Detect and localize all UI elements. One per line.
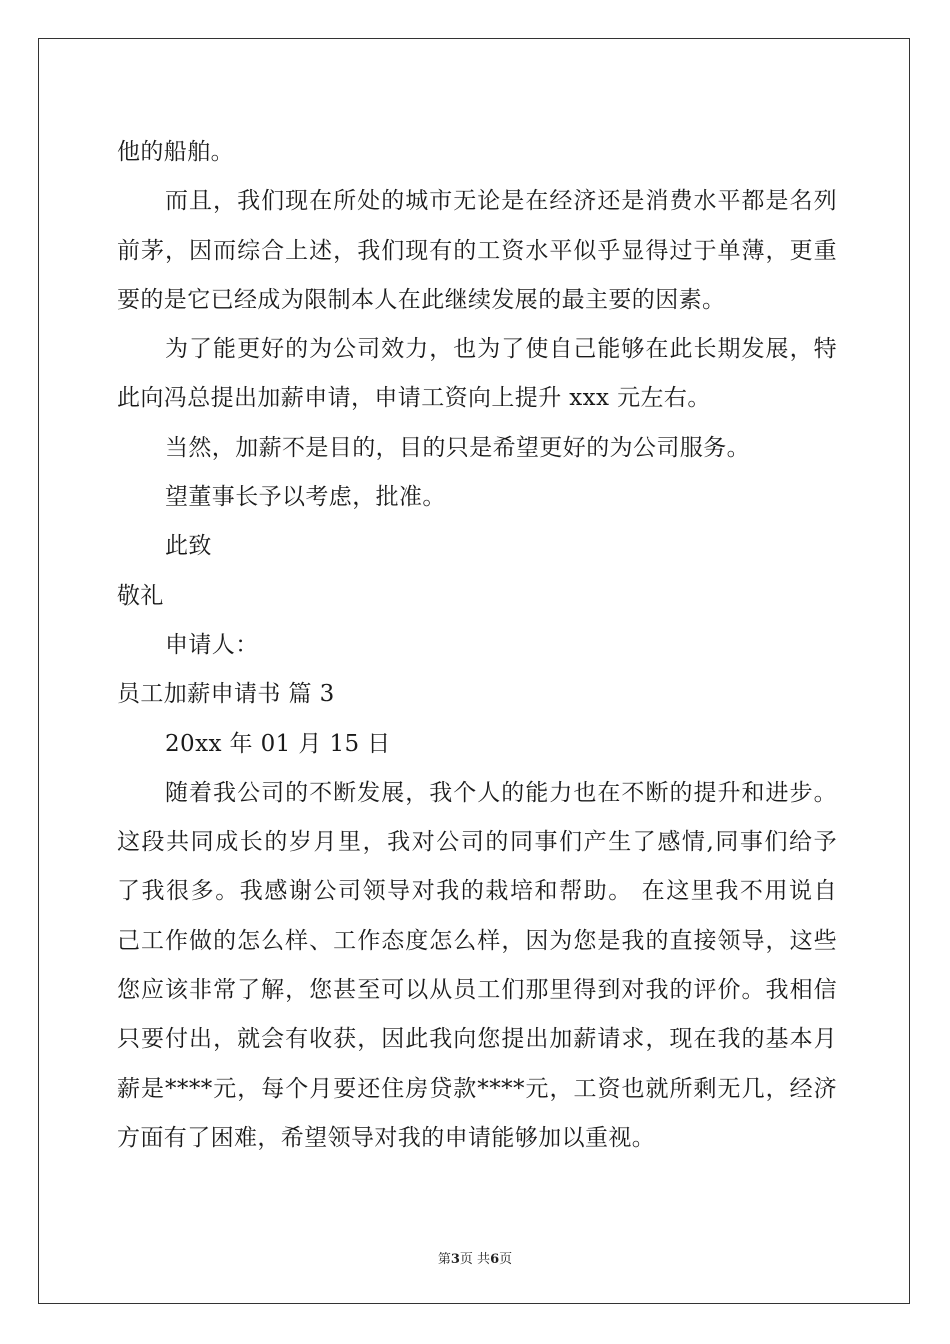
body-line: 己工作做的怎么样、工作态度怎么样，因为您是我的直接领导，这些 [117, 927, 837, 954]
footer-suffix: 页 [499, 1252, 513, 1267]
page-footer [0, 1248, 950, 1267]
applicant-label: 申请人： [165, 631, 259, 658]
body-line: 只要付出，就会有收获，因此我向您提出加薪请求，现在我的基本月 [117, 1026, 837, 1053]
body-line: 这段共同成长的岁月里，我对公司的同事们产生了感情,同事们给予 [117, 829, 837, 856]
body-line: 为了能更好的为公司效力，也为了使自己能够在此长期发展，特 [165, 336, 837, 363]
body-line: 望董事长予以考虑，批准。 [165, 484, 446, 511]
body-line: 此向冯总提出加薪申请，申请工资向上提升 xxx 元左右。 [117, 385, 711, 412]
body-line: 了我很多。我感谢公司领导对我的栽培和帮助。 在这里我不用说自 [117, 878, 837, 905]
body-line: 您应该非常了解，您甚至可以从员工们那里得到对我的评价。我相信 [117, 977, 837, 1004]
current-page-number: 3 [450, 1252, 460, 1267]
footer-prefix: 第 [437, 1252, 451, 1267]
document-body [117, 128, 837, 1163]
closing-phrase: 此致 [165, 533, 212, 560]
body-line: 要的是它已经成为限制本人在此继续发展的最主要的因素。 [117, 286, 726, 313]
body-line: 方面有了困难，希望领导对我的申请能够加以重视。 [117, 1124, 656, 1151]
total-page-count: 6 [490, 1252, 500, 1267]
body-line: 前茅，因而综合上述，我们现有的工资水平似乎显得过于单薄，更重 [117, 237, 837, 264]
footer-middle: 页 共 [459, 1252, 491, 1267]
date-line: 20xx 年 01 月 15 日 [165, 730, 391, 757]
body-line: 薪是****元，每个月要还住房贷款****元，工资也就所剩无几，经济 [117, 1075, 837, 1102]
body-line: 而且，我们现在所处的城市无论是在经济还是消费水平都是名列 [165, 188, 837, 215]
body-line: 他的船舶。 [117, 139, 234, 165]
section-heading: 员工加薪申请书 篇 3 [117, 681, 335, 708]
body-line: 随着我公司的不断发展，我个人的能力也在不断的提升和进步。 [165, 779, 837, 806]
salutation: 敬礼 [117, 582, 164, 609]
body-line: 当然，加薪不是目的，目的只是希望更好的为公司服务。 [165, 434, 750, 461]
